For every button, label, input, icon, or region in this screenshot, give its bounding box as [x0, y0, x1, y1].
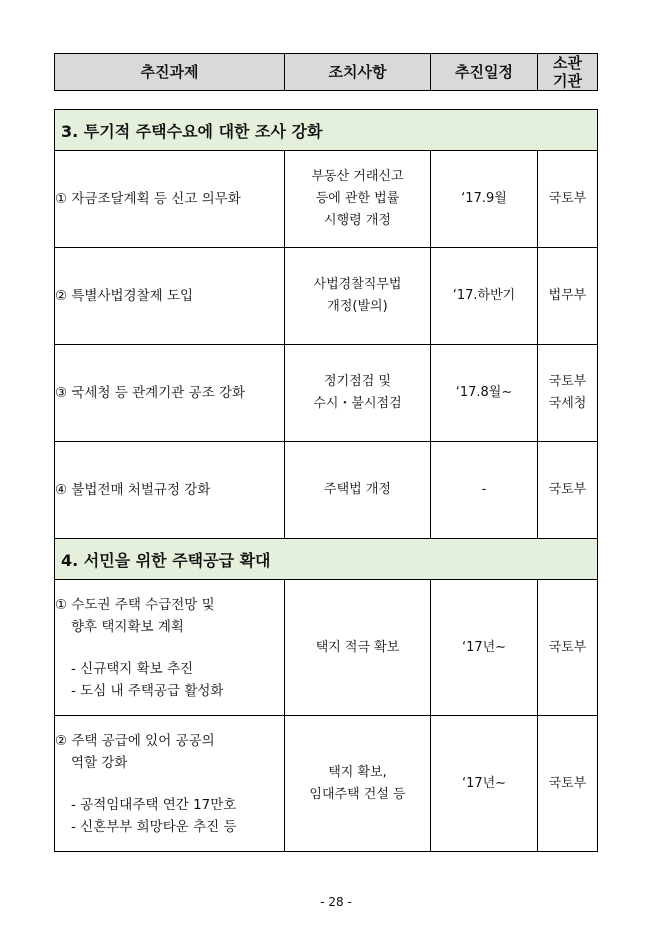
schedule-cell: ‘17.9월: [431, 151, 538, 248]
section-title: 4. 서민을 위한 주택공급 확대: [55, 539, 598, 580]
agency-cell: 국토부: [538, 442, 598, 539]
table-row: [55, 442, 598, 539]
table-row: [55, 248, 598, 345]
agency-cell: 국토부 국세청: [538, 345, 598, 442]
sub-item: - 도심 내 주택공급 활성화: [71, 682, 224, 699]
action-cell: 사법경찰직무법 개정(발의): [285, 248, 431, 345]
action-cell: 부동산 거래신고 등에 관한 법률 시행령 개정: [285, 151, 431, 248]
table-row: [55, 345, 598, 442]
schedule-cell: ‘17년∼: [431, 580, 538, 716]
header-task: 추진과제: [55, 54, 285, 91]
table-row: [55, 151, 598, 248]
task-cell: ② 특별사법경찰제 도입: [55, 248, 285, 345]
task-cell: ① 수도권 주택 수급전망 및 향후 택지확보 계획 - 신규택지 확보 추진 - 도심 내 주택공급 활성화: [55, 580, 285, 716]
task-cell: ④ 불법전매 처벌규정 강화: [55, 442, 285, 539]
table-row: [55, 716, 598, 852]
action-cell: 택지 확보, 임대주택 건설 등: [285, 716, 431, 852]
header-agency: 소관 기관: [538, 54, 598, 91]
task-cell: ① 자금조달계획 등 신고 의무화: [55, 151, 285, 248]
table-row: [55, 580, 598, 716]
schedule-cell: ‘17년∼: [431, 716, 538, 852]
schedule-cell: -: [431, 442, 538, 539]
sub-item: - 신규택지 확보 추진: [71, 660, 194, 677]
action-cell: 주택법 개정: [285, 442, 431, 539]
agency-cell: 국토부: [538, 716, 598, 852]
header-table: [54, 53, 598, 91]
agency-cell: 국토부: [538, 151, 598, 248]
agency-cell: 국토부: [538, 580, 598, 716]
sub-item: - 신혼부부 희망타운 추진 등: [71, 818, 237, 835]
schedule-cell: ‘17.8월∼: [431, 345, 538, 442]
task-cell: ③ 국세청 등 관계기관 공조 강화: [55, 345, 285, 442]
main-table: [54, 109, 598, 852]
schedule-cell: ‘17.하반기: [431, 248, 538, 345]
sub-item: - 공적임대주택 연간 17만호: [71, 796, 237, 813]
header-action: 조치사항: [285, 54, 431, 91]
section-title: 3. 투기적 주택수요에 대한 조사 강화: [55, 110, 598, 151]
task-cell: ② 주택 공급에 있어 공공의 역할 강화 - 공적임대주택 연간 17만호 - 신혼부부 희망타운 추진 등: [55, 716, 285, 852]
header-schedule: 추진일정: [431, 54, 538, 91]
action-cell: 정기점검 및 수시・불시점검: [285, 345, 431, 442]
agency-cell: 법무부: [538, 248, 598, 345]
action-cell: 택지 적극 확보: [285, 580, 431, 716]
page-number: - 28 -: [320, 895, 352, 909]
